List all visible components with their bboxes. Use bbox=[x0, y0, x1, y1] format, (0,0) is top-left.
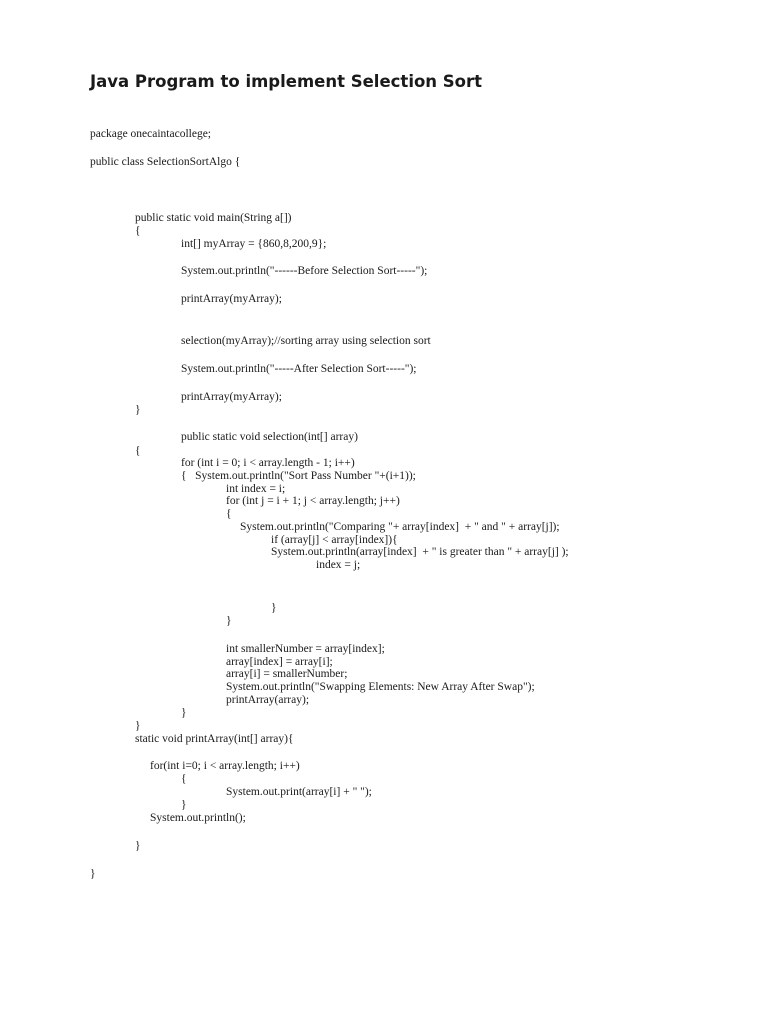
code-line: } bbox=[271, 602, 277, 614]
code-line: if (array[j] < array[index]){ bbox=[271, 534, 398, 546]
code-line: } bbox=[90, 868, 96, 880]
code-line: System.out.println("Swapping Elements: New Array After Swap"); bbox=[226, 681, 535, 693]
code-line: { bbox=[135, 445, 141, 457]
code-line: selection(myArray);//sorting array using selection sort bbox=[181, 335, 431, 347]
code-line: System.out.print(array[i] + " "); bbox=[226, 786, 372, 798]
code-line: System.out.println("------Before Selection Sort-----"); bbox=[181, 265, 428, 277]
code-line: } bbox=[181, 707, 187, 719]
code-line: System.out.println("-----After Selection Sort-----"); bbox=[181, 363, 417, 375]
code-line: index = j; bbox=[316, 559, 361, 571]
code-line: int smallerNumber = array[index]; bbox=[226, 643, 385, 655]
code-line: { bbox=[181, 773, 187, 785]
code-line: } bbox=[135, 404, 141, 416]
code-line: int index = i; bbox=[226, 483, 286, 495]
document-title: Java Program to implement Selection Sort bbox=[90, 72, 483, 91]
code-line: } bbox=[135, 840, 141, 852]
code-line: for(int i=0; i < array.length; i++) bbox=[150, 760, 300, 772]
code-line: public static void selection(int[] array) bbox=[181, 431, 358, 443]
code-line: { bbox=[226, 508, 232, 520]
code-line: printArray(myArray); bbox=[181, 293, 282, 305]
code-line: System.out.println(); bbox=[150, 812, 246, 824]
code-line: public static void main(String a[]) bbox=[135, 212, 292, 224]
code-line: array[index] = array[i]; bbox=[226, 656, 333, 668]
code-line: array[i] = smallerNumber; bbox=[226, 668, 348, 680]
code-line: for (int j = i + 1; j < array.length; j++) bbox=[226, 495, 400, 507]
code-line: for (int i = 0; i < array.length - 1; i++) bbox=[181, 457, 355, 469]
code-line: } bbox=[181, 799, 187, 811]
code-line: static void printArray(int[] array){ bbox=[135, 733, 294, 745]
code-line: } bbox=[135, 720, 141, 732]
code-line: printArray(array); bbox=[226, 694, 310, 706]
code-line: { System.out.println("Sort Pass Number "+(i+1)); bbox=[181, 470, 416, 482]
code-line: package onecaintacollege; bbox=[90, 128, 211, 140]
code-line: printArray(myArray); bbox=[181, 391, 282, 403]
code-line: int[] myArray = {860,8,200,9}; bbox=[181, 238, 327, 250]
code-line: } bbox=[226, 615, 232, 627]
code-line: System.out.println(array[index] + " is greater than " + array[j] ); bbox=[271, 546, 569, 558]
code-line: public class SelectionSortAlgo { bbox=[90, 156, 241, 168]
code-line: System.out.println("Comparing "+ array[index] + " and " + array[j]); bbox=[240, 521, 560, 533]
code-line: { bbox=[135, 225, 141, 237]
